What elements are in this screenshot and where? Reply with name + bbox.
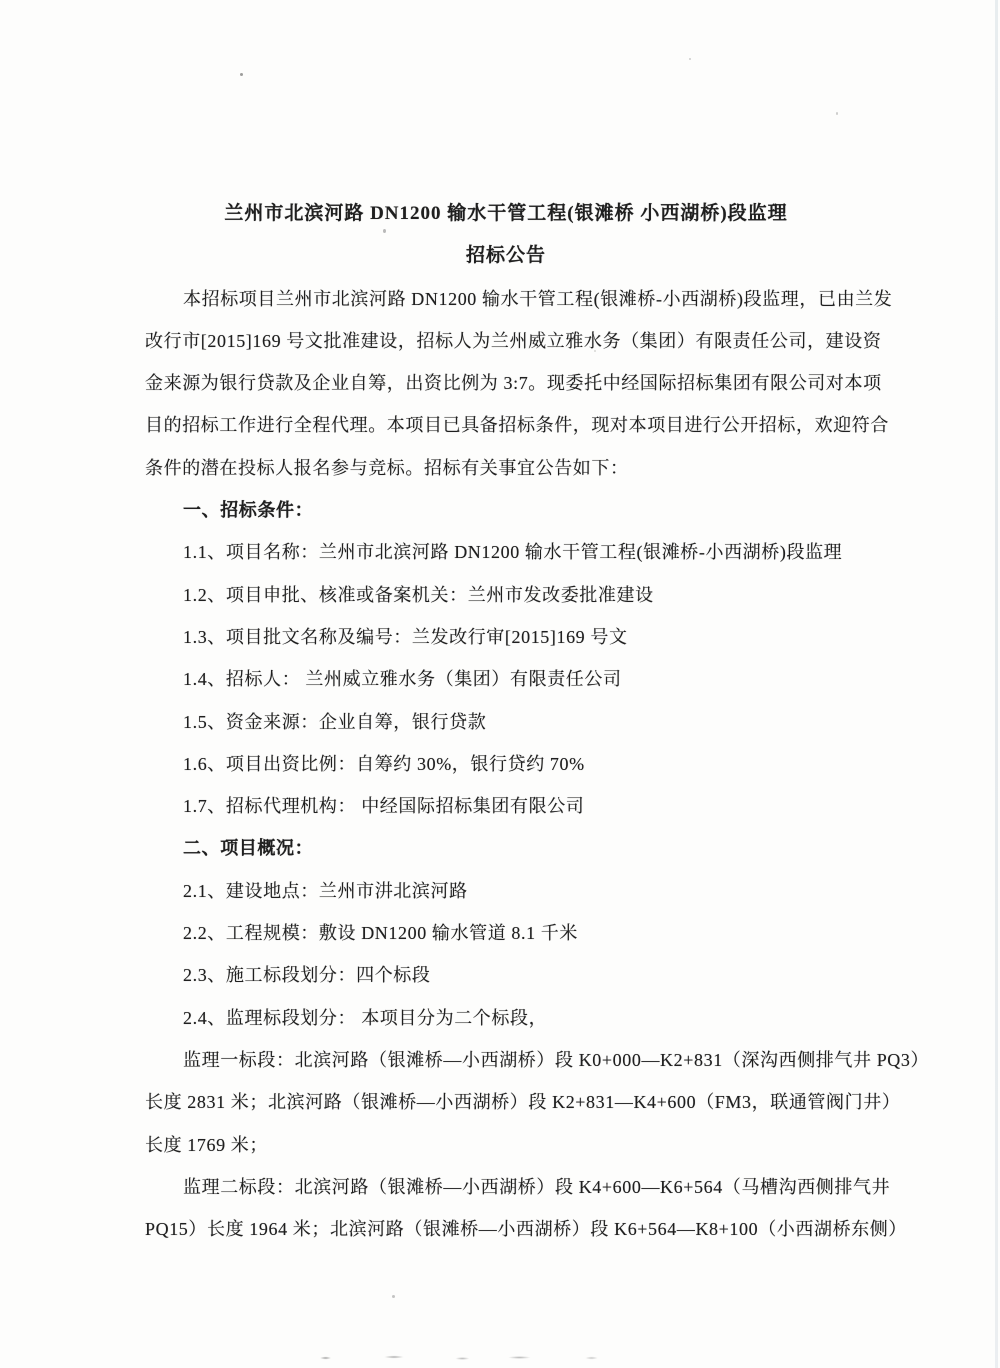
scan-noise-artifact	[280, 1352, 660, 1362]
intro-line: 金来源为银行贷款及企业自筹，出资比例为 3:7。现委托中经国际招标集团有限公司对本项	[145, 373, 882, 394]
list-item: 1.1、项目名称：兰州市北滨河路 DN1200 输水干管工程(银滩桥-小西湖桥)段监理	[183, 542, 843, 563]
scan-speck	[383, 229, 386, 233]
scan-speck	[594, 350, 596, 352]
list-item: 1.4、招标人： 兰州威立雅水务（集团）有限责任公司	[183, 669, 622, 690]
intro-line: 条件的潜在投标人报名参与竞标。招标有关事宜公告如下：	[145, 457, 629, 478]
document-subtitle: 招标公告	[465, 245, 546, 267]
section-heading-project-overview: 二、项目概况：	[183, 838, 314, 859]
intro-line: 改行市[2015]169 号文批准建设，招标人为兰州威立雅水务（集团）有限责任公司，建设资	[145, 330, 882, 351]
document-body	[145, 193, 930, 1250]
lot2-paragraph-line: PQ15）长度 1964 米；北滨河路（银滩桥—小西湖桥）段 K6+564—K8+100（小西湖桥东侧）	[145, 1219, 908, 1240]
scan-edge-artifact	[995, 0, 998, 1368]
scan-speck	[392, 1295, 395, 1298]
list-item: 1.6、项目出资比例：自筹约 30%，银行贷约 70%	[183, 753, 585, 774]
list-item: 2.3、施工标段划分：四个标段	[183, 965, 431, 986]
intro-line: 本招标项目兰州市北滨河路 DN1200 输水干管工程(银滩桥-小西湖桥)段监理，已由兰发	[183, 288, 893, 309]
section-heading-bidding-conditions: 一、招标条件：	[183, 500, 314, 521]
scan-speck	[240, 73, 243, 76]
list-item: 1.2、项目申批、核准或备案机关：兰州市发改委批准建设	[183, 584, 654, 605]
lot1-paragraph-line: 监理一标段：北滨河路（银滩桥—小西湖桥）段 K0+000—K2+831（深沟西侧排气井 PQ3）	[183, 1049, 930, 1070]
list-item: 2.4、监理标段划分： 本项目分为二个标段，	[183, 1007, 548, 1028]
list-item: 1.3、项目批文名称及编号：兰发改行审[2015]169 号文	[183, 626, 628, 647]
list-item: 1.7、招标代理机构： 中经国际招标集团有限公司	[183, 796, 585, 817]
list-item: 2.2、工程规模：敷设 DN1200 输水管道 8.1 千米	[183, 923, 578, 944]
list-item: 2.1、建设地点：兰州市汫北滨河路	[183, 880, 468, 901]
document-title: 兰州市北滨河路 DN1200 输水干管工程(银滩桥 小西湖桥)段监理	[224, 203, 788, 224]
list-item: 1.5、资金来源：企业自筹，银行贷款	[183, 711, 487, 732]
intro-line: 目的招标工作进行全程代理。本项目已具备招标条件，现对本项目进行公开招标，欢迎符合	[145, 415, 889, 436]
scan-speck	[836, 112, 838, 115]
lot1-paragraph-line: 长度 2831 米；北滨河路（银滩桥—小西湖桥）段 K2+831—K4+600（FM3，联通管阀门井）	[145, 1092, 901, 1113]
scan-speck	[689, 58, 691, 60]
lot2-paragraph-line: 监理二标段：北滨河路（银滩桥—小西湖桥）段 K4+600—K6+564（马槽沟西侧排气井	[183, 1176, 891, 1197]
lot1-paragraph-line: 长度 1769 米；	[145, 1134, 268, 1155]
